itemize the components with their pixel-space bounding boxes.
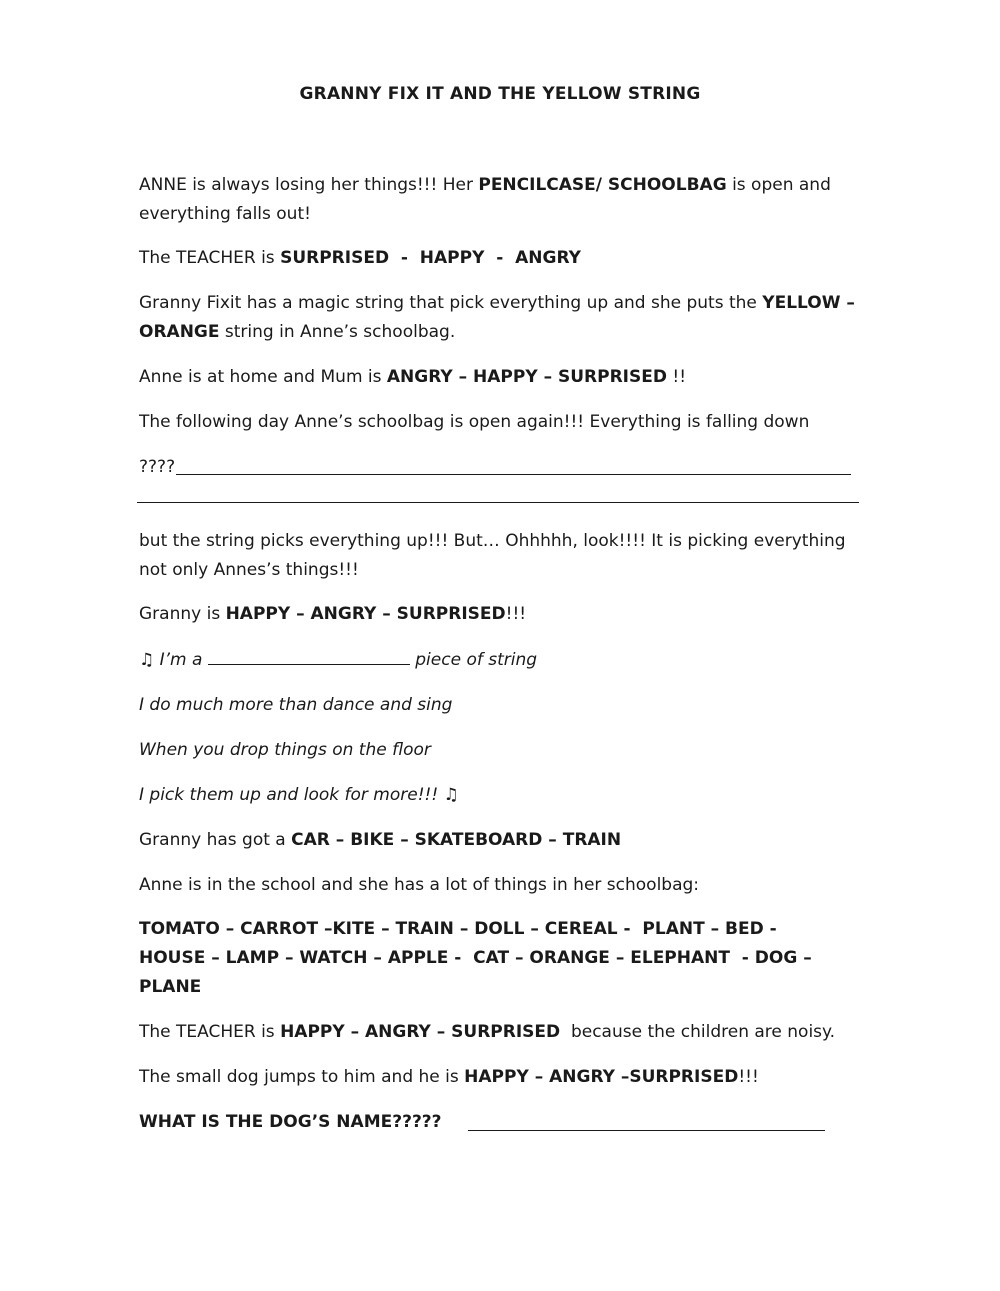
- song-blank[interactable]: [208, 646, 410, 665]
- paragraph-magic-string: [139, 289, 859, 347]
- paragraph-schoolbag-things: Anne is in the school and she has a lot of things in her schoolbag:: [139, 875, 700, 895]
- text: ♫ I’m a: [139, 650, 208, 670]
- text: !!!: [505, 604, 527, 624]
- paragraph-granny-vehicle: [139, 826, 621, 855]
- text: The TEACHER is: [139, 248, 281, 268]
- text: Granny Fixit has a magic string that pick everything up and she puts the: [139, 293, 763, 313]
- text: because the children are noisy.: [560, 1022, 836, 1042]
- text: string in Anne’s schoolbag.: [219, 322, 456, 342]
- choice-he-feeling[interactable]: HAPPY – ANGRY –SURPRISED: [464, 1067, 739, 1087]
- question-dog-name: WHAT IS THE DOG’S NAME?????: [139, 1112, 442, 1132]
- paragraph-following-day: The following day Anne’s schoolbag is open again!!! Everything is falling down: [139, 412, 810, 432]
- choice-granny-feeling[interactable]: HAPPY – ANGRY – SURPRISED: [225, 604, 506, 624]
- paragraph-anne-losing-things: [139, 171, 859, 229]
- text: piece of string: [409, 650, 538, 670]
- song-line-2: I do much more than dance and sing: [139, 695, 453, 715]
- text: !!!: [738, 1067, 759, 1087]
- text: ANNE is always losing her things!!! Her: [139, 175, 479, 195]
- choice-string-colour[interactable]: YELLOW – ORANGE: [139, 293, 855, 342]
- answer-line-2[interactable]: [137, 502, 859, 503]
- text: is open and everything falls out!: [139, 175, 831, 224]
- text: The TEACHER is: [139, 1022, 281, 1042]
- choice-pencilcase-schoolbag[interactable]: PENCILCASE/ SCHOOLBAG: [478, 175, 727, 195]
- text: Granny has got a: [139, 830, 292, 850]
- answer-line-1[interactable]: [176, 474, 851, 475]
- paragraph-teacher-noisy: [139, 1018, 835, 1047]
- dog-name-answer-line[interactable]: [468, 1130, 825, 1131]
- text: Anne is at home and Mum is: [139, 367, 387, 387]
- paragraph-mum-feeling: [139, 363, 686, 392]
- song-line-4: I pick them up and look for more!!! ♫: [139, 785, 459, 805]
- paragraph-dog-jumps: [139, 1063, 759, 1092]
- items-line-1: TOMATO – CARROT –KITE – TRAIN – DOLL – CEREAL - PLANT – BED -: [139, 919, 777, 939]
- choice-teacher-feeling-2[interactable]: HAPPY – ANGRY – SURPRISED: [280, 1022, 561, 1042]
- text: The small dog jumps to him and he is: [139, 1067, 465, 1087]
- text: Granny is: [139, 604, 226, 624]
- items-line-3: PLANE: [139, 977, 202, 997]
- paragraph-granny-feeling: [139, 600, 526, 629]
- paragraph-string-picks-up: but the string picks everything up!!! But… Ohhhhh, look!!!! It is picking everything not only Annes’s things!!!: [139, 531, 846, 580]
- page-title: GRANNY FIX IT AND THE YELLOW STRING: [299, 84, 701, 104]
- song-line-1: [139, 646, 537, 675]
- paragraph-question-marks: ????: [139, 457, 176, 477]
- choice-mum-feeling[interactable]: ANGRY – HAPPY – SURPRISED: [386, 367, 667, 387]
- song-line-3: When you drop things on the floor: [139, 740, 431, 760]
- paragraph-teacher-feeling: [139, 244, 581, 273]
- text: !!: [666, 367, 687, 387]
- choice-granny-vehicle[interactable]: CAR – BIKE – SKATEBOARD – TRAIN: [291, 830, 622, 850]
- choice-teacher-feeling[interactable]: SURPRISED - HAPPY - ANGRY: [280, 248, 581, 268]
- items-line-2: HOUSE – LAMP – WATCH – APPLE - CAT – ORANGE – ELEPHANT - DOG –: [139, 948, 812, 968]
